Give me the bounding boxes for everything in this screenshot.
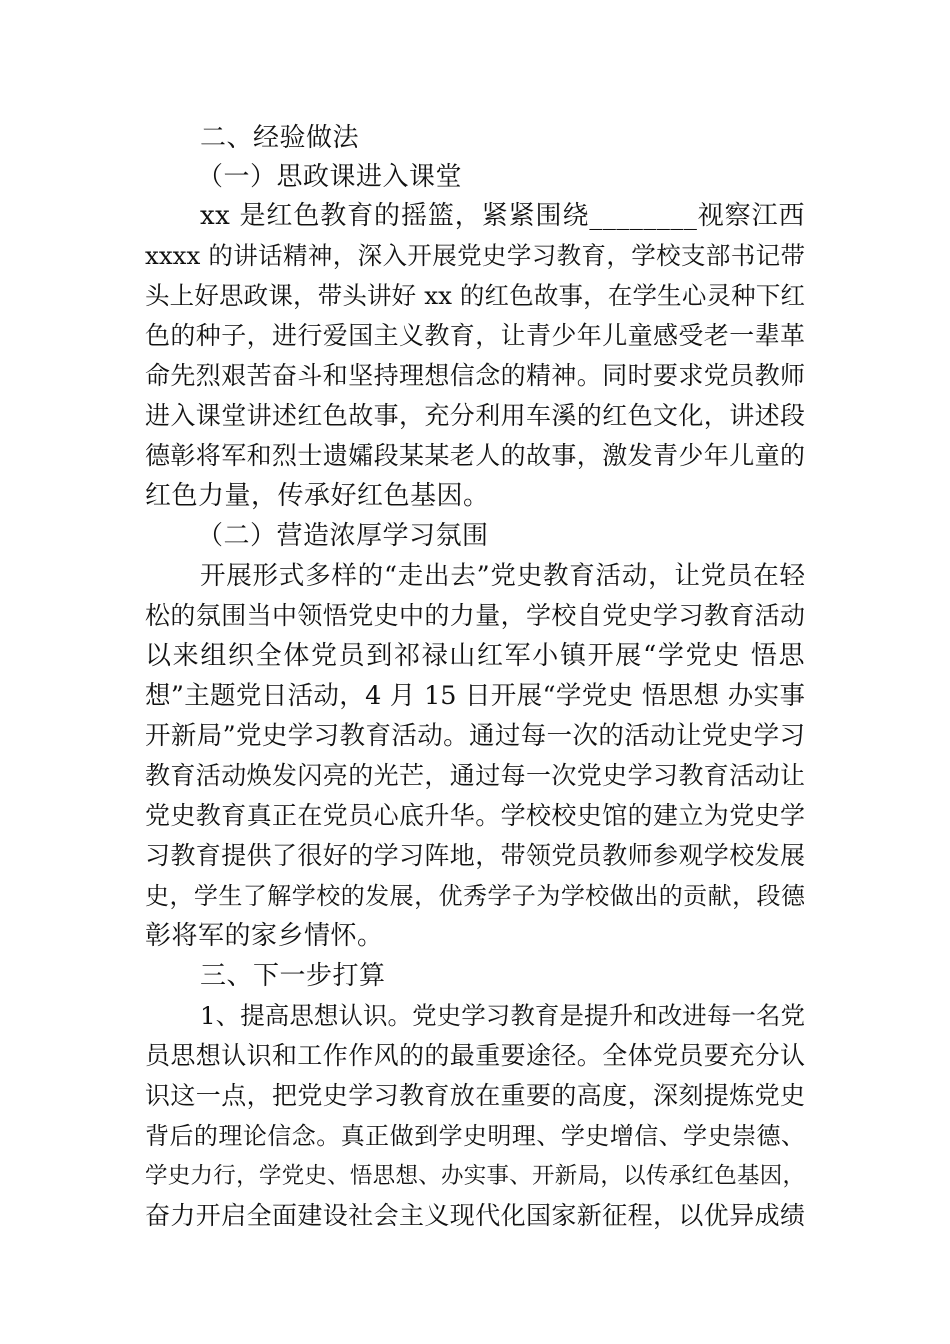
paragraph-line: 头上好思政课，带头讲好 xx 的红色故事，在学生心灵种下红	[145, 281, 805, 310]
paragraph-line: 1、提高思想认识。党史学习教育是提升和改进每一名党	[200, 1001, 805, 1030]
paragraph-line: 松的氛围当中领悟党史中的力量，学校自党史学习教育活动	[145, 601, 805, 630]
paragraph-line: 彰将军的家乡情怀。	[145, 921, 384, 951]
paragraph-line: xx 是红色教育的摇篮，紧紧围绕________视察江西	[200, 201, 805, 231]
paragraph-line: 红色力量，传承好红色基因。	[145, 481, 490, 511]
section-heading-next-steps: 三、下一步打算	[200, 961, 386, 991]
paragraph-line: 开新局”党史学习教育活动。通过每一次的活动让党史学习	[145, 721, 805, 751]
paragraph-line: 史，学生了解学校的发展，优秀学子为学校做出的贡献，段德	[145, 882, 805, 910]
paragraph-line: 开展形式多样的“走出去”党史教育活动，让党员在轻	[200, 561, 805, 591]
paragraph-line: 以来组织全体党员到祁禄山红军小镇开展“学党史 悟思	[145, 641, 805, 671]
paragraph-line: 进入课堂讲述红色故事，充分利用车溪的红色文化，讲述段	[145, 401, 805, 430]
paragraph-line: 德彰将军和烈士遗孀段某某老人的故事，激发青少年儿童的	[145, 441, 805, 470]
paragraph-line: 想”主题党日活动，4 月 15 日开展“学党史 悟思想 办实事	[145, 681, 805, 711]
paragraph-line: 习教育提供了很好的学习阵地，带领党员教师参观学校发展	[145, 841, 805, 870]
paragraph-line: 色的种子，进行爱国主义教育，让青少年儿童感受老一辈革	[145, 321, 805, 350]
paragraph-line: 学史力行，学党史、悟思想、办实事、开新局，以传承红色基因，	[145, 1163, 805, 1189]
paragraph-line: 识这一点，把党史学习教育放在重要的高度，深刻提炼党史	[145, 1081, 805, 1110]
paragraph-line: 员思想认识和工作作风的的最重要途径。全体党员要充分认	[145, 1041, 805, 1070]
paragraph-line: xxxx 的讲话精神，深入开展党史学习教育，学校支部书记带	[145, 241, 805, 270]
subsection-heading-2: （二）营造浓厚学习氛围	[197, 521, 489, 551]
paragraph-line: 教育活动焕发闪亮的光芒，通过每一次党史学习教育活动让	[145, 761, 805, 790]
paragraph-line: 奋力开启全面建设社会主义现代化国家新征程，以优异成绩	[145, 1201, 805, 1230]
paragraph-line: 党史教育真正在党员心底升华。学校校史馆的建立为党史学	[145, 801, 805, 830]
paragraph-line: 背后的理论信念。真正做到学史明理、学史增信、学史崇德、	[145, 1122, 805, 1150]
subsection-heading-1: （一）思政课进入课堂	[197, 162, 463, 192]
section-heading-experience: 二、经验做法	[200, 123, 360, 153]
paragraph-line: 命先烈艰苦奋斗和坚持理想信念的精神。同时要求党员教师	[145, 361, 805, 390]
